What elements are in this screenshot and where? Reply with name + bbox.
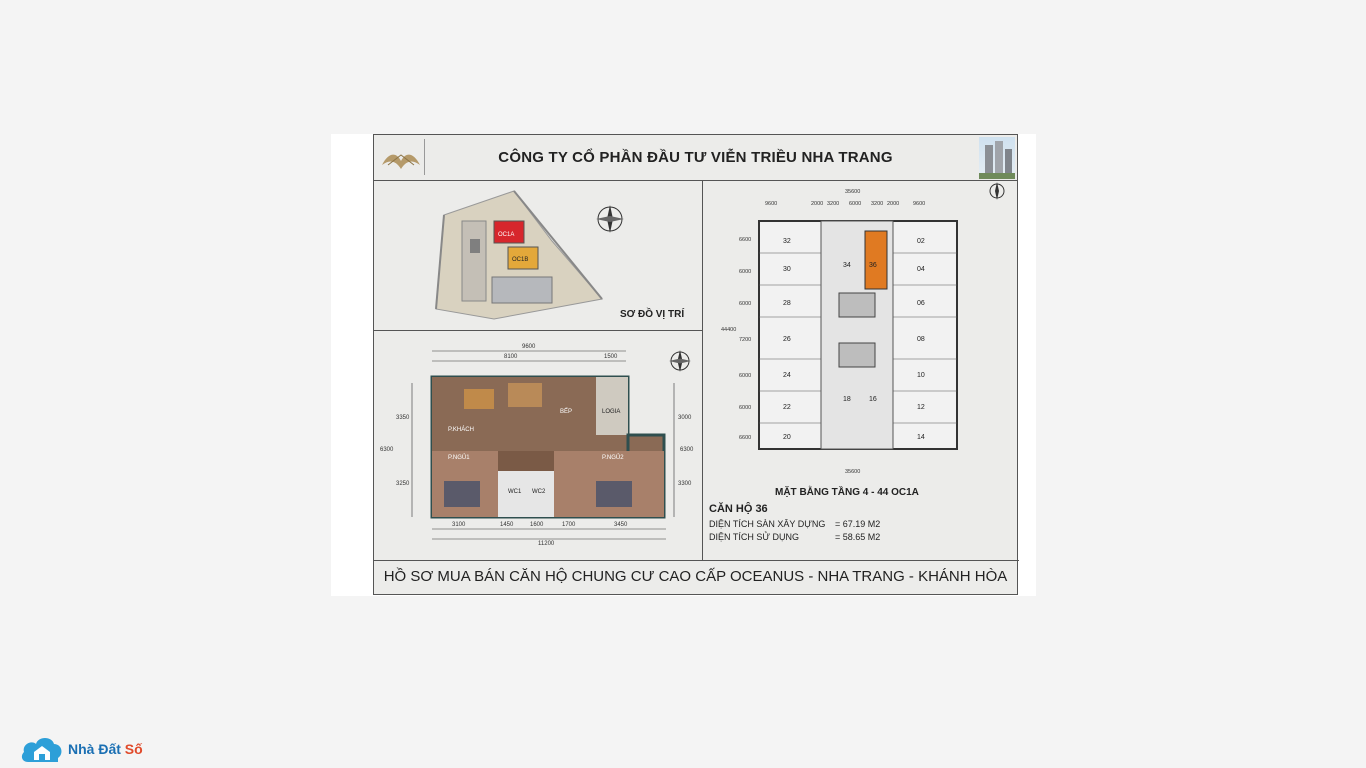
floor-dim-side-b: 6000 bbox=[739, 269, 752, 275]
unit-label-12: 12 bbox=[917, 404, 925, 411]
built-area-value: = 67.19 M2 bbox=[835, 519, 881, 529]
unit-label-04: 04 bbox=[917, 266, 925, 273]
room-logia: LOGIA bbox=[602, 409, 621, 415]
floor-dim-side-e: 6000 bbox=[739, 373, 752, 379]
unit-label-32: 32 bbox=[783, 238, 791, 245]
floor-plan-title: MẶT BẰNG TẦNG 4 - 44 OC1A bbox=[775, 487, 919, 498]
unit-label-16: 16 bbox=[869, 396, 877, 403]
floor-dim-top-g: 9600 bbox=[913, 201, 926, 207]
dim-bottom-e: 3450 bbox=[614, 522, 628, 528]
unit-plan-panel bbox=[374, 330, 703, 561]
dim-bottom-a: 3100 bbox=[452, 522, 466, 528]
built-area-label: DIỆN TÍCH SÀN XÂY DỰNG bbox=[709, 519, 826, 529]
dim-right-b: 3300 bbox=[678, 481, 692, 487]
floor-dim-bottom-total: 35600 bbox=[845, 469, 861, 475]
floor-dim-side-d: 7200 bbox=[739, 337, 752, 343]
dim-top-total: 9600 bbox=[522, 344, 536, 350]
unit-label-18: 18 bbox=[843, 396, 851, 403]
dim-bottom-b: 1450 bbox=[500, 522, 514, 528]
floor-dim-top-a: 9600 bbox=[765, 201, 778, 207]
floor-dim-top-c: 3200 bbox=[827, 201, 840, 207]
room-wc1: WC1 bbox=[508, 489, 522, 495]
compass-icon bbox=[596, 205, 624, 233]
dim-top-b: 1500 bbox=[604, 354, 618, 360]
brand-watermark[interactable] bbox=[20, 732, 143, 766]
compass-icon bbox=[669, 350, 691, 372]
site-map-panel bbox=[374, 181, 703, 331]
brochure-footer: HỒ SƠ MUA BÁN CĂN HỘ CHUNG CƯ CAO CẤP OCEANUS - NHA TRANG - KHÁNH HÒA bbox=[383, 568, 1008, 585]
block-label-oc1b: OC1B bbox=[512, 257, 529, 263]
unit-36-highlight bbox=[865, 231, 887, 289]
unit-label-28: 28 bbox=[783, 300, 791, 307]
floor-dim-side-f: 6000 bbox=[739, 405, 752, 411]
dim-right-total: 6300 bbox=[680, 447, 694, 453]
unit-label-10: 10 bbox=[917, 372, 925, 379]
usable-area-value: = 58.65 M2 bbox=[835, 532, 881, 542]
floor-dim-side-total: 44400 bbox=[721, 327, 737, 333]
dim-left-b: 3250 bbox=[396, 481, 410, 487]
unit-plan-drawing bbox=[374, 331, 701, 560]
unit-label-22: 22 bbox=[783, 404, 791, 411]
room-bedroom-1: P.NGỦ1 bbox=[448, 455, 470, 461]
dim-right-a: 3000 bbox=[678, 415, 692, 421]
floor-plan-panel bbox=[702, 181, 1019, 561]
site-map-drawing bbox=[374, 181, 701, 329]
site-map-label: SƠ ĐỒ VỊ TRÍ bbox=[620, 309, 685, 320]
unit-label-26: 26 bbox=[783, 336, 791, 343]
dim-bottom-total: 11200 bbox=[538, 541, 555, 547]
unit-label-20: 20 bbox=[783, 434, 791, 441]
unit-label-06: 06 bbox=[917, 300, 925, 307]
apartment-row-usable-area bbox=[709, 532, 880, 542]
brochure-header bbox=[374, 135, 1017, 181]
floor-dim-top-b: 2000 bbox=[811, 201, 824, 207]
brochure-image bbox=[331, 134, 1036, 596]
room-kitchen: BẾP bbox=[560, 409, 573, 415]
floor-dim-side-a: 6600 bbox=[739, 237, 752, 243]
unit-label-34: 34 bbox=[843, 262, 851, 269]
floor-dim-top-d: 6000 bbox=[849, 201, 862, 207]
room-living: P.KHÁCH bbox=[448, 427, 474, 433]
floor-dim-top-e: 3200 bbox=[871, 201, 884, 207]
dim-left-total: 6300 bbox=[380, 447, 394, 453]
compass-icon bbox=[990, 182, 1004, 200]
floor-dim-side-g: 6600 bbox=[739, 435, 752, 441]
usable-area-label: DIỆN TÍCH SỬ DỤNG bbox=[709, 532, 800, 542]
brand-name: Nhà Đất Số bbox=[68, 741, 143, 757]
apartment-name: CĂN HỘ 36 bbox=[709, 503, 768, 515]
dim-bottom-d: 1700 bbox=[562, 522, 576, 528]
dim-top-a: 8100 bbox=[504, 354, 518, 360]
company-title: CÔNG TY CỔ PHẦN ĐẦU TƯ VIỄN TRIỀU NHA TRANG bbox=[498, 149, 893, 166]
dim-bottom-c: 1600 bbox=[530, 522, 544, 528]
room-bedroom-2: P.NGỦ2 bbox=[602, 455, 624, 461]
block-label-oc1a: OC1A bbox=[498, 232, 515, 238]
unit-label-30: 30 bbox=[783, 266, 791, 273]
cloud-house-icon bbox=[20, 732, 64, 766]
unit-label-02: 02 bbox=[917, 238, 925, 245]
building-thumbnail bbox=[979, 137, 1015, 179]
unit-label-14: 14 bbox=[917, 434, 925, 441]
floor-dim-side-c: 6000 bbox=[739, 301, 752, 307]
apartment-row-built-area bbox=[709, 519, 880, 529]
floor-dim-top-f: 2000 bbox=[887, 201, 900, 207]
room-wc2: WC2 bbox=[532, 489, 546, 495]
dim-left-a: 3350 bbox=[396, 415, 410, 421]
unit-label-08: 08 bbox=[917, 336, 925, 343]
brochure-frame bbox=[373, 134, 1018, 595]
apartment-info bbox=[709, 503, 880, 542]
unit-label-24: 24 bbox=[783, 372, 791, 379]
unit-label-36: 36 bbox=[869, 262, 877, 269]
floor-dim-top-total: 35600 bbox=[845, 189, 861, 195]
floor-plan-drawing bbox=[703, 181, 1018, 481]
